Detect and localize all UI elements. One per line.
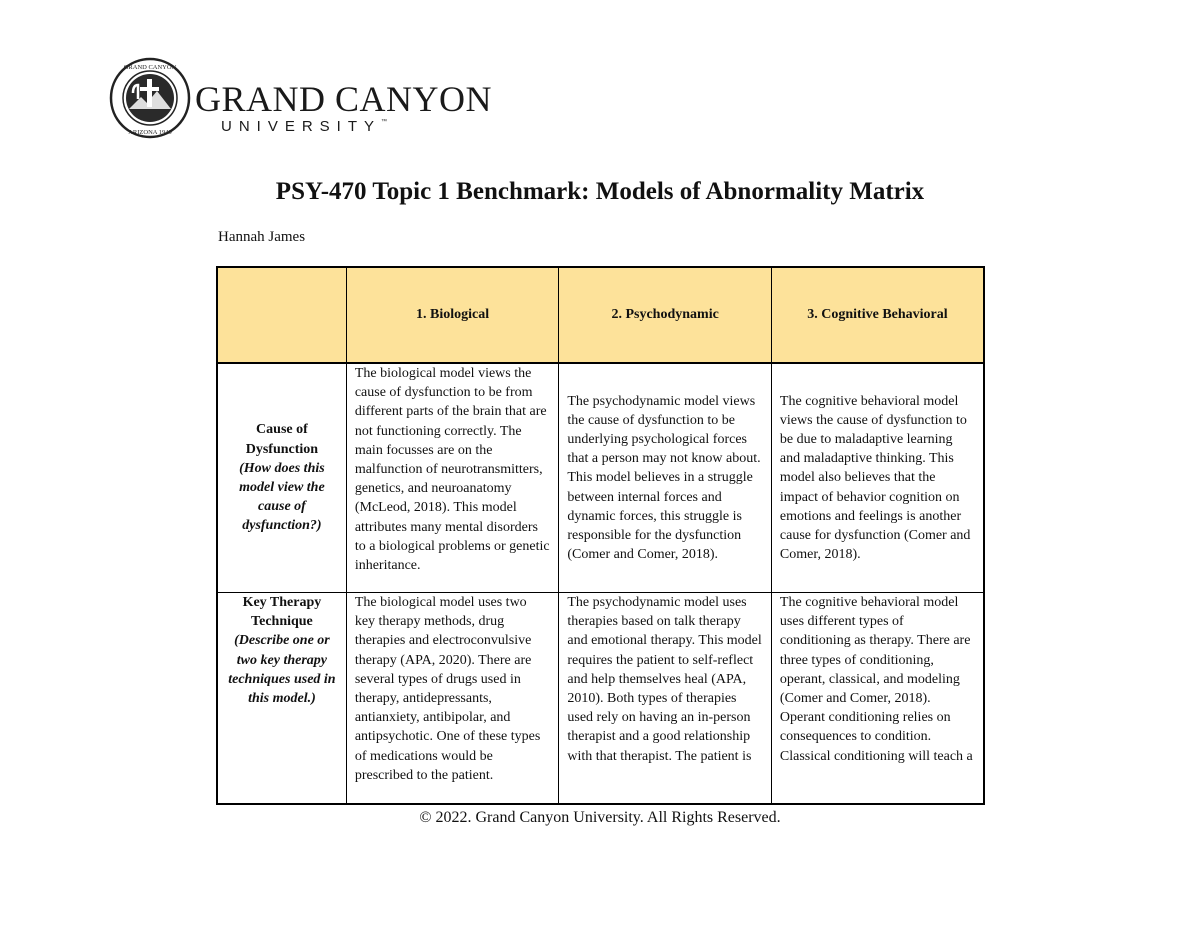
logo-wordmark: GRAND CANYON <box>195 79 493 119</box>
gcu-logo <box>109 57 493 139</box>
header-corner <box>217 267 346 363</box>
copyright-footer: © 2022. Grand Canyon University. All Rights Reserved. <box>419 809 781 826</box>
svg-text:GRAND CANYON: GRAND CANYON <box>123 64 177 71</box>
logo-subtitle: UNIVERSITY™ <box>221 118 388 135</box>
cell-biological-therapy: The biological model uses two key therapy methods, drug therapies and electroconvulsive therapy (APA, 2020). There are several types of drugs used in therapy, antidepressants, antianxiety, antibipolar, and antipsychotic. One of these types of medications would be prescribed to the patient. <box>346 593 559 805</box>
table-row-cause <box>217 363 984 593</box>
row-label-text: Key Therapy Technique <box>242 595 322 630</box>
row-label-prompt: (Describe one or two key therapy techniques used in this model.) <box>228 633 336 707</box>
table-row-therapy <box>217 593 984 805</box>
header-psychodynamic: 2. Psychodynamic <box>559 267 772 363</box>
header-biological: 1. Biological <box>346 267 559 363</box>
cell-biological-cause: The biological model views the cause of dysfunction to be from different parts of the brain that are not functioning correctly. The main focusses are on the malfunction of neurotransmitters, genetics, and neuroanatomy (McLeod, 2018). This model attributes many mental disorders to a biological problems or genetic inheritance. <box>346 363 559 593</box>
document-title: PSY-470 Topic 1 Benchmark: Models of Abnormality Matrix <box>275 178 925 205</box>
row-label-prompt: (How does this model view the cause of dysfunction?) <box>239 460 325 534</box>
table-header-row <box>217 267 984 363</box>
abnormality-matrix-table <box>216 266 985 805</box>
cell-psychodynamic-cause: The psychodynamic model views the cause of dysfunction to be underlying psychological forces that a person may not know about. This model believes in a struggle between internal forces and dynamic forces, this struggle is responsible for the dysfunction (Comer and Comer, 2018). <box>559 363 772 593</box>
row-label-text: Cause of Dysfunction <box>245 422 319 457</box>
svg-text:ARIZONA 1949: ARIZONA 1949 <box>128 129 172 136</box>
row-label-therapy <box>217 593 346 805</box>
header-cognitive-behavioral: 3. Cognitive Behavioral <box>771 267 984 363</box>
university-seal-icon <box>109 57 191 139</box>
cell-cognitive-therapy: The cognitive behavioral model uses different types of conditioning as therapy. There are three types of conditioning, operant, classical, and modeling (Comer and Comer, 2018). Operant conditioning relies on consequences to condition. Classical conditioning will teach a <box>771 593 984 805</box>
cell-psychodynamic-therapy: The psychodynamic model uses therapies based on talk therapy and emotional therapy. This model requires the patient to self-reflect and help themselves heal (APA, 2010). Both types of therapies used rely on having an in-person therapist and a good relationship with that therapist. The patient is <box>559 593 772 805</box>
row-label-cause <box>217 363 346 593</box>
cell-cognitive-cause: The cognitive behavioral model views the cause of dysfunction to be due to maladaptive learning and maladaptive thinking. This model also believes that the impact of behavior cognition on emotions and feelings is another cause for dysfunction (Comer and Comer, 2018). <box>771 363 984 593</box>
author-name: Hannah James <box>218 229 306 245</box>
